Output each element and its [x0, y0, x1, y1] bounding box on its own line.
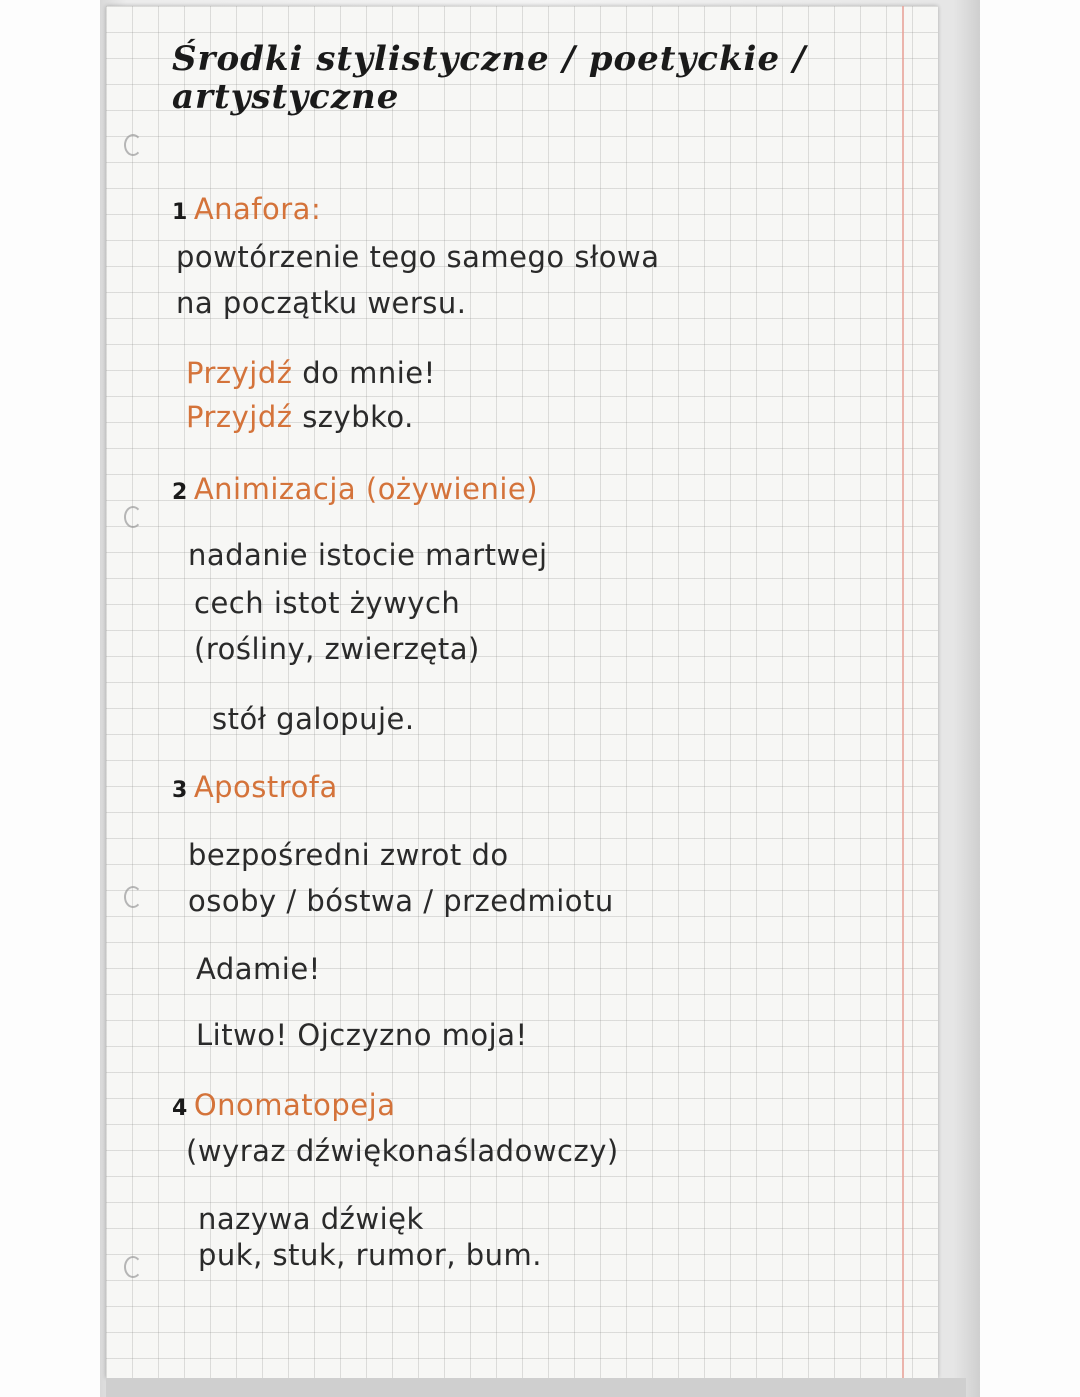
example-line: stół galopuje. [212, 702, 415, 736]
example-rest: do mnie! [302, 356, 436, 390]
definition-line: bezpośredni zwrot do [188, 838, 509, 872]
sleeve-bottom-edge [106, 1378, 966, 1397]
section-number: 3 [172, 778, 188, 803]
section-heading-animizacja [172, 472, 538, 510]
section-term: Anafora: [193, 192, 322, 226]
example-line [186, 400, 414, 434]
section-number: 4 [172, 1096, 188, 1121]
punch-hole [124, 506, 142, 528]
section-number: 1 [172, 200, 188, 225]
example-line: Adamie! [196, 952, 321, 986]
example-repeated-word: Przyjdź [186, 400, 293, 434]
margin-line [902, 6, 904, 1378]
page-title: Środki stylistyczne / poetyckie / artystyczne [172, 39, 807, 117]
definition-line: cech istot żywych [194, 586, 461, 620]
definition-line: osoby / bóstwa / przedmiotu [188, 884, 614, 918]
punch-hole [124, 886, 142, 908]
example-rest: szybko. [302, 400, 414, 434]
section-term: Apostrofa [193, 770, 338, 804]
definition-line: (wyraz dźwiękonaśladowczy) [186, 1134, 619, 1168]
section-term: Animizacja (ożywienie) [193, 472, 539, 506]
example-repeated-word: Przyjdź [186, 356, 293, 390]
section-heading-onomatopeja [172, 1088, 395, 1126]
definition-line: powtórzenie tego samego słowa [176, 240, 660, 274]
example-line: puk, stuk, rumor, bum. [198, 1238, 543, 1272]
punch-hole [124, 1256, 142, 1278]
example-line: Litwo! Ojczyzno moja! [196, 1018, 528, 1052]
section-number: 2 [172, 480, 188, 505]
punch-hole [124, 134, 142, 156]
section-term: Onomatopeja [193, 1088, 396, 1122]
section-heading-anafora [172, 192, 321, 230]
section-heading-apostrofa [172, 770, 338, 808]
definition-line: nazywa dźwięk [198, 1202, 424, 1236]
definition-line: na początku wersu. [176, 286, 467, 320]
definition-line: nadanie istocie martwej [188, 538, 548, 572]
example-line [186, 356, 436, 390]
definition-line: (rośliny, zwierzęta) [194, 632, 480, 666]
